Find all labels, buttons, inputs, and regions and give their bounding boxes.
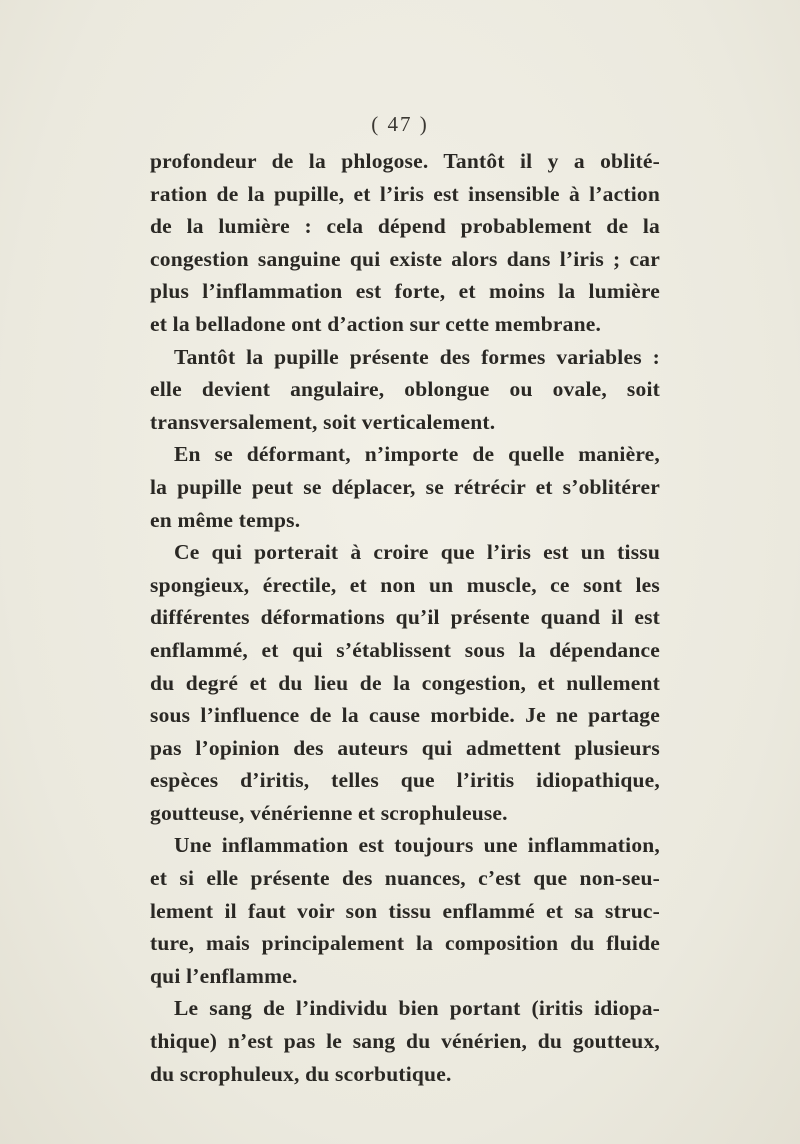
text-line: et la belladone ont d’action sur cette membrane. xyxy=(150,311,602,336)
text-line: et si elle présente des nuances, c’est que non-seu- xyxy=(150,866,660,891)
text-line: sous l’influence de la cause morbide. Je ne partage xyxy=(150,703,660,728)
text-line: ture, mais principalement la composition du fluide xyxy=(150,931,660,956)
text-line: lement il faut voir son tissu enflammé et sa struc- xyxy=(150,898,660,923)
text-line: thique) n’est pas le sang du vénérien, du goutteux, xyxy=(150,1029,660,1054)
text-line: spongieux, érectile, et non un muscle, ce sont les xyxy=(150,572,660,597)
body-text xyxy=(150,145,660,1090)
text-line: du degré et du lieu de la congestion, et nullement xyxy=(150,670,660,695)
paragraph-start-line: Une inflammation est toujours une inflammation, xyxy=(174,833,660,858)
text-line: congestion sanguine qui existe alors dans l’iris ; car xyxy=(150,246,660,271)
text-line: du scrophuleux, du scorbutique. xyxy=(150,1061,452,1086)
paragraph-start-line: En se déformant, n’importe de quelle manière, xyxy=(174,442,660,467)
text-line: différentes déformations qu’il présente quand il est xyxy=(150,605,660,630)
text-line: profondeur de la phlogose. Tantôt il y a oblité- xyxy=(150,149,660,173)
text-line: plus l’inflammation est forte, et moins la lumière xyxy=(150,279,660,304)
text-line: ration de la pupille, et l’iris est insensible à l’action xyxy=(150,181,660,206)
text-line: pas l’opinion des auteurs qui admettent plusieurs xyxy=(150,735,660,760)
text-line: qui l’enflamme. xyxy=(150,963,298,988)
text-line: en même temps. xyxy=(150,507,301,532)
text-line: de la lumière : cela dépend probablement de la xyxy=(150,214,660,239)
text-line: enflammé, et qui s’établissent sous la dépendance xyxy=(150,637,660,662)
page-number: ( 47 ) xyxy=(371,112,429,136)
text-line: elle devient angulaire, oblongue ou ovale, soit xyxy=(150,377,660,402)
text-line: transversalement, soit verticalement. xyxy=(150,409,496,434)
text-line: la pupille peut se déplacer, se rétrécir et s’oblitérer xyxy=(150,474,660,499)
text-line: goutteuse, vénérienne et scrophuleuse. xyxy=(150,800,508,825)
paragraph-start-line: Tantôt la pupille présente des formes variables : xyxy=(174,344,660,369)
paragraph-start-line: Ce qui porterait à croire que l’iris est un tissu xyxy=(174,540,660,565)
text-line: espèces d’iritis, telles que l’iritis idiopathique, xyxy=(150,768,660,793)
paragraph-start-line: Le sang de l’individu bien portant (iritis idiopa- xyxy=(174,996,660,1021)
